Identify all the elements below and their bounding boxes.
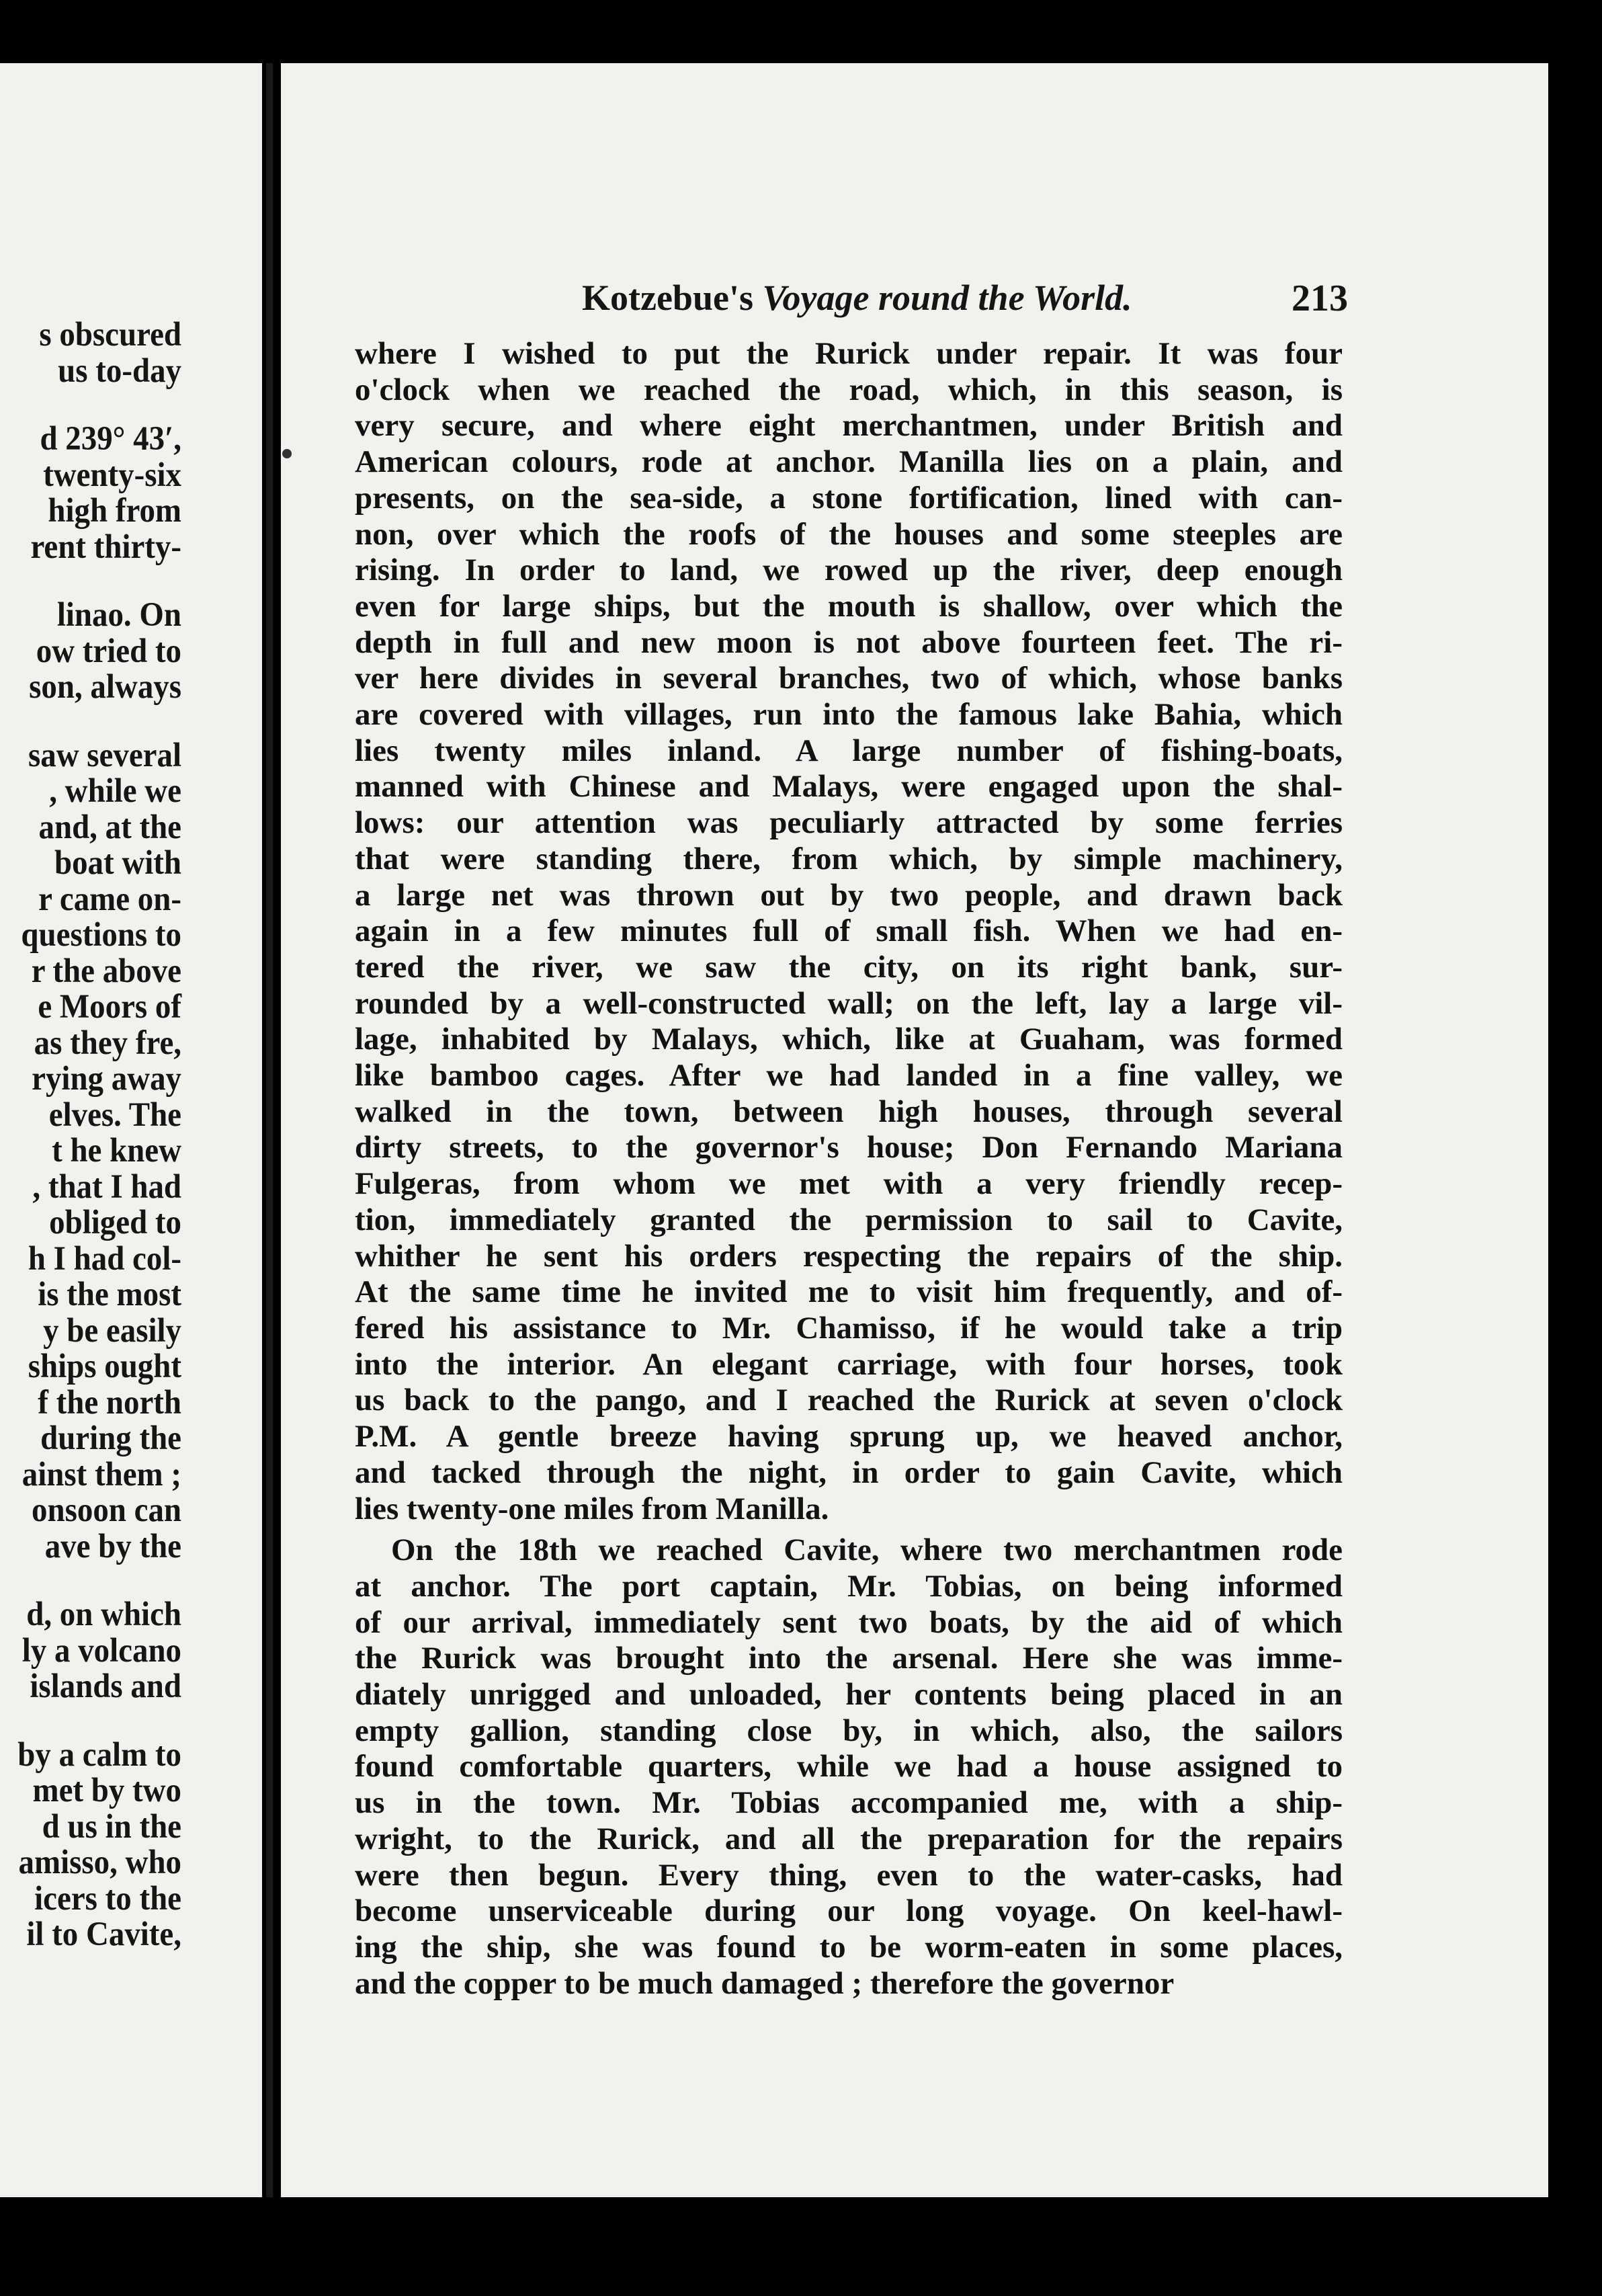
left-page-line: icers to the [34,1879,181,1918]
text-line: into the interior. An elegant carriage, with four horses, took [355,1346,1343,1382]
left-page-line: twenty-six [43,456,181,494]
text-line: On the 18th we reached Cavite, where two merchantmen rode [391,1532,1343,1568]
text-line: At the same time he invited me to visit him frequently, and of- [355,1274,1343,1310]
text-line: o'clock when we reached the road, which, in this season, is [355,372,1343,407]
left-page-line: high from [48,492,181,530]
left-page-line: ly a volcano [22,1631,182,1670]
left-page-line: islands and [30,1668,181,1705]
text-line: Fulgeras, from whom we met with a very friendly recep- [355,1166,1343,1202]
text-line: again in a few minutes full of small fish. When we had en- [355,913,1343,949]
text-line: tered the river, we saw the city, on its right bank, sur- [355,949,1343,985]
left-page-line: t he knew [52,1132,181,1170]
left-page-line: obliged to [49,1204,181,1241]
text-line: us back to the pango, and I reached the Rurick at seven o'clock [355,1383,1343,1418]
left-page-line: amisso, who [18,1844,181,1881]
left-page-line: e Moors of [38,988,182,1026]
text-line: that were standing there, from which, by simple machinery, [355,841,1343,876]
left-page-line: us to-day [58,352,182,390]
text-line: rounded by a well-constructed wall; on the left, lay a large vil- [355,985,1343,1021]
text-line: depth in full and new moon is not above fourteen feet. The ri- [355,624,1343,660]
left-page-line: boat with [54,844,181,882]
text-line: are covered with villages, run into the famous lake Bahia, which [355,697,1343,733]
left-page-gap [0,389,181,421]
left-page-line: met by two [32,1772,182,1809]
left-page-line: son, always [29,668,181,706]
text-line: like bamboo cages. After we had landed in a fine valley, we [355,1058,1343,1094]
left-page-line: onsoon can [32,1491,181,1529]
left-page-line: ainst them ; [22,1455,182,1493]
text-line: non, over which the roofs of the houses and some steeples are [355,516,1343,552]
left-page-line: , that I had [32,1167,181,1206]
left-page-text [0,317,181,1953]
text-line: the Rurick was brought into the arsenal. Here she was imme- [355,1641,1343,1676]
text-line: wright, to the Rurick, and all the preparation for the repairs [355,1821,1343,1856]
left-page-line: , while we [49,772,181,810]
left-page-line: y be easily [43,1311,181,1350]
left-page-line: ave by the [44,1527,181,1565]
text-line: and tacked through the night, in order to gain Cavite, which [355,1454,1343,1490]
left-page-line: as they fre, [34,1024,181,1062]
text-line: even for large ships, but the mouth is shallow, over which the [355,588,1343,624]
left-page-line: d, on which [26,1596,181,1633]
text-line: lies twenty miles inland. A large number of fishing-boats, [355,733,1343,768]
left-page-line: il to Cavite, [26,1916,181,1953]
text-line: presents, on the sea-side, a stone fortification, lined with can- [355,480,1343,516]
text-line: rising. In order to land, we rowed up the river, deep enough [355,552,1343,588]
page-gutter [266,63,273,2197]
left-page-line: during the [40,1420,182,1457]
left-page-gap [0,1705,181,1737]
left-page-gap [0,565,181,598]
running-title-italic: Voyage round the World. [762,278,1132,318]
text-line: whither he sent his orders respecting the repairs of the ship. [355,1238,1343,1274]
text-line: were then begun. Every thing, even to the water-casks, had [355,1857,1343,1893]
text-line: diately unrigged and unloaded, her contents being placed in an [355,1677,1343,1713]
left-page-line: h I had col- [28,1239,181,1278]
text-line: very secure, and where eight merchantmen, under British and [355,408,1343,444]
text-line: manned with Chinese and Malays, were engaged upon the shal- [355,769,1343,805]
text-line: lies twenty-one miles from Manilla. [355,1491,829,1526]
left-page-line: f the north [38,1383,181,1422]
left-page-gap [0,706,181,738]
text-line: lows: our attention was peculiarly attracted by some ferries [355,805,1343,841]
text-line: lage, inhabited by Malays, which, like at Guaham, was formed [355,1022,1343,1057]
text-line: dirty streets, to the governor's house; Don Fernando Mariana [355,1130,1343,1165]
text-line: us in the town. Mr. Tobias accompanied me, with a ship- [355,1785,1343,1821]
text-line: ing the ship, she was found to be worm-eaten in some places, [355,1929,1343,1965]
text-line: P.M. A gentle breeze having sprung up, we heaved anchor, [355,1419,1343,1454]
left-page-gap [0,1565,181,1597]
page-header [582,277,1348,324]
left-page-line: questions to [21,916,181,954]
left-page-line: ow tried to [36,632,181,670]
left-page-line: rying away [32,1060,181,1098]
paragraph-1 [355,336,1343,1527]
text-line: empty gallion, standing close by, in which, also, the sailors [355,1713,1343,1748]
ink-mark [282,449,292,458]
text-line: and the copper to be much damaged ; therefore the governor [355,1965,1175,2001]
left-page-line: rent thirty- [30,528,181,566]
left-page-line: d 239° 43′, [40,420,181,458]
paragraph-2 [355,1532,1343,2002]
left-page-line: and, at the [38,808,181,846]
text-line: found comfortable quarters, while we had a house assigned to [355,1749,1343,1785]
text-line: become unserviceable during our long voyage. On keel-hawl- [355,1893,1343,1929]
left-page-line: ships ought [28,1348,181,1385]
page-number: 213 [1292,278,1348,319]
text-line: walked in the town, between high houses, through several [355,1094,1343,1129]
text-line: American colours, rode at anchor. Manilla lies on a plain, and [355,444,1343,480]
text-line: tion, immediately granted the permission to sail to Cavite, [355,1202,1343,1237]
body-text [355,336,1343,2002]
text-line: where I wished to put the Rurick under repair. It was four [355,336,1343,371]
running-title-prefix: Kotzebue's [582,278,763,318]
left-page-line: by a calm to [17,1735,182,1774]
left-page-line: is the most [38,1276,181,1313]
left-page-line: r the above [31,952,181,990]
left-page-line: elves. The [48,1096,181,1134]
text-line: fered his assistance to Mr. Chamisso, if he would take a trip [355,1310,1343,1346]
left-page-line: s obscured [39,316,181,354]
left-page-line: d us in the [42,1807,181,1846]
left-page [0,63,262,2197]
left-page-line: saw several [28,736,182,774]
text-line: at anchor. The port captain, Mr. Tobias, on being informed [355,1568,1343,1604]
left-page-line: r came on- [38,880,181,918]
text-line: ver here divides in several branches, two of which, whose banks [355,661,1343,696]
running-title [582,277,1132,319]
text-line: of our arrival, immediately sent two boats, by the aid of which [355,1604,1343,1640]
text-line: a large net was thrown out by two people, and drawn back [355,877,1343,913]
left-page-line: linao. On [56,596,181,634]
